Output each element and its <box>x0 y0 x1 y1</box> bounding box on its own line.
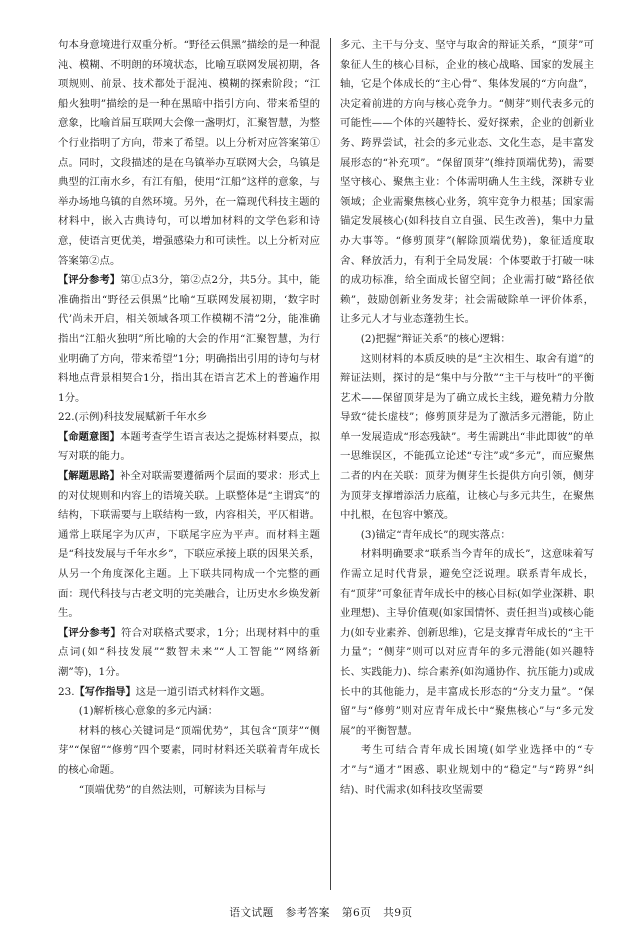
footer-subject: 语文试题 <box>229 907 274 919</box>
q22-score-tag: 【评分参考】 <box>58 627 121 639</box>
q22-intent-text: 本题考查学生语言表达之提炼材料要点，拟写对联的能力。 <box>58 430 321 463</box>
right-paragraph-1: 多元、主干与分支、坚守与取舍的辩证关系，“顶芽”可象征人生的核心目标，企业的核心战略、国家的发展主轴，它是个体成长的“主心骨”、集体发展的“方向盘”，决定着前进的方向与核心竞争力。“侧芽”则代表多元的可能性——个体的兴趣特长、爱好探索，企业的创新业务、跨界尝试，社会的多元业态、文化生态，是丰富发展形态的“补充项”。“保留顶芽”(维持顶端优势)，需要坚守核心、聚焦主业：个体需明确人生主线，深耕专业领域；企业需聚焦核心业务，筑牢竞争力根基；国家需锚定发展核心(如科技自立自强、民生改善)，集中力量办大事等。“修剪顶芽”(解除顶端优势)，象征适度取舍、释放活力，有利于全局发展：个体要敢于打破一味的成功标准，给全面成长留空间；企业需打破“路径依赖”，鼓励创新业务发芽；社会需破除单一评价体系，让多元人才与业态蓬勃生长。 <box>340 39 594 326</box>
right-paragraph-4: 考生可结合青年成长困境(如学业选择中的“专才”与“通才”困惑、职业规划中的“稳定”与“跨界”纠结)、时代需求(如科技攻坚需要 <box>340 744 594 796</box>
q23-intro-text: 这是一道引语式材料作文题。 <box>135 685 271 698</box>
page-footer <box>0 904 642 924</box>
right-paragraph-2: 这则材料的本质反映的是“主次相生、取舍有道”的辩证法则，探讨的是“集中与分散”“主干与枝叶”的平衡艺术——保留顶芽是为了确立成长主线，避免精力分散导致“徒长虚枝”；修剪顶芽是为了激活多元潜能，防止单一发展造成“形态残缺”。考生需跳出“非此即彼”的单一思维误区，不能孤立论述“专注”或“多元”，而应聚焦二者的内在关联：顶芽为侧芽生长提供方向引领，侧芽为顶芽支撑增添活力底蕴，让核心与多元共生，在聚焦中扎根，在包容中繁茂。 <box>340 352 594 522</box>
q22-idea-text: 补全对联需要遵循两个层面的要求：形式上的对仗规则和内容上的语境关联。上联整体是“主谓宾”的结构，下联需要与上联结构一致，内容相关，平仄相谐。通常上联尾字为仄声，下联尾字应为平声。而材料主题是“科技发展与千年水乡”，下联应承接上联的因果关系，从另一个角度深化主题。上下联共同构成一个完整的画面：现代科技与古老文明的完美融合，让历史水乡焕发新生。 <box>58 470 321 620</box>
footer-total-pages: 共9页 <box>383 907 413 919</box>
left-column <box>58 36 320 800</box>
score-reference-tag: 【评分参考】 <box>58 275 121 287</box>
score-reference-text: 第①点3分，第②点2分，共5分。其中，能准确指出“野径云俱黑”比喻“互联网发展初期，‘数字时代’尚未开启，相关领域各项工作模糊不清”2分，能准确指出“江船火独明”所比喻的大会的作用“汇聚智慧，为行业明确了方向，带来希望”1分；明确指出引用的诗句与材料地点背景相契合1分，指出其在语言艺术上的普遍作用1分。 <box>58 274 320 404</box>
q23-writing-guide-tag: 【写作指导】 <box>74 686 136 698</box>
q23-continuation: “顶端优势”的自然法则，可解读为目标与 <box>78 783 267 796</box>
q22-idea-tag: 【解题思路】 <box>58 471 120 483</box>
right-column <box>340 36 594 800</box>
right-sub-heading-3: (3)锚定“青年成长”的现实落点： <box>360 528 511 541</box>
q22-heading: 22.(示例)科技发展赋新千年水乡 <box>58 411 208 424</box>
q22-intent-tag: 【命题意图】 <box>58 431 120 443</box>
q22-score-text: 符合对联格式要求，1分；出现材料中的重点词(如“科技发展”“数智未来”“人工智能”“网络新潮”等)，1分。 <box>58 626 321 678</box>
column-divider <box>330 38 331 890</box>
q21-analysis-paragraph: 句本身意境进行双重分析。“野径云俱黑”描绘的是一种混沌、模糊、不明朗的环境状态，比喻互联网发展初期，各项规则、前景、技术都处于混沌、模糊的探索阶段；“江船火独明”描绘的是一种在黑暗中指引方向、带来希望的意象，比喻首届互联网大会像一盏明灯，汇聚智慧，为整个行业指明了方向，带来了希望。以上分析对应答案第①点。同时，文段描述的是在乌镇举办互联网大会，乌镇是典型的江南水乡，有江有船，使用“江船”这样的意象，与举办场地乌镇的自然环境。另外，在一篇现代科技主题的材料中，嵌入古典诗句，可以增加材料的文学色彩和诗意，使语言更优美，增强感染力和可读性。以上分析对应答案第②点。 <box>58 39 320 267</box>
footer-page-number: 第6页 <box>341 907 372 919</box>
right-paragraph-3: 材料明确要求“联系当今青年的成长”，这意味着写作需立足时代背景，避免空泛说理。联系青年成长，有“顶芽”可象征青年成长中的核心目标(如学业深耕、职业理想)、主导价值观(如家国情怀、责任担当)或核心能力(如专业素养、创新思维)，它是支撑青年成长的“主干力量”；“侧芽”则可以对应青年的多元潜能(如兴趣特长、实践能力)、综合素养(如沟通协作、抗压能力)或成长中的其他能力，是丰富成长形态的“分支力量”。“保留”与“修剪”则对应青年成长中“聚焦核心”与“多元发展”的平衡智慧。 <box>340 548 594 737</box>
footer-answer-label: 参考答案 <box>285 907 330 919</box>
q23-sub1-paragraph: 材料的核心关键词是“顶端优势”，其包含“顶芽”“侧芽”“保留”“修剪”四个要素，同时材料还关联着青年成长的核心命题。 <box>58 724 320 776</box>
q23-sub-heading-1: (1)解析核心意象的多元内涵： <box>78 705 219 718</box>
right-sub-heading-2: (2)把握“辩证关系”的核心逻辑： <box>360 332 511 345</box>
q23-number: 23. <box>58 685 75 698</box>
